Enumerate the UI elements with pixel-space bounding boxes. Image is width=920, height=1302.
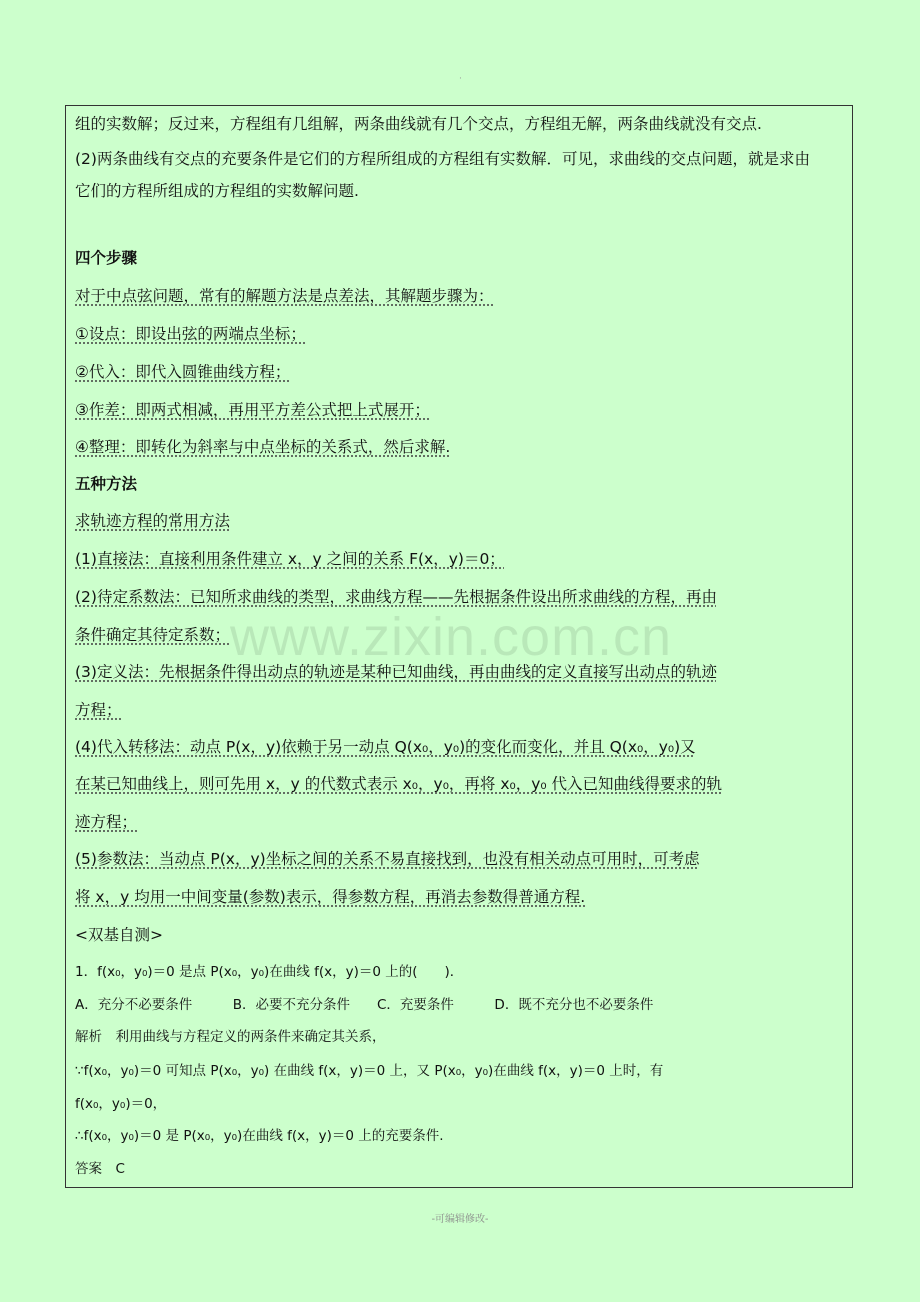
- method-line: (4)代入转移法：动点 P(x，y)依赖于另一动点 Q(x₀，y₀)的变化而变化，并且 Q(x₀，y₀)又: [75, 738, 696, 756]
- method-line: (1)直接法：直接利用条件建立 x，y 之间的关系 F(x，y)＝0；: [75, 550, 505, 568]
- answer-line: 答案 C: [75, 1161, 125, 1177]
- text-line: 它们的方程所组成的方程组的实数解问题.: [75, 182, 359, 200]
- method-line: (2)待定系数法：已知所求曲线的类型，求曲线方程——先根据条件设出所求曲线的方程，再由: [75, 588, 717, 606]
- method-line: 方程；: [75, 701, 122, 719]
- method-line: 条件确定其待定系数；: [75, 626, 231, 644]
- analysis-line: ∴f(x₀，y₀)＝0 是 P(x₀，y₀)在曲线 f(x，y)＝0 上的充要条件.: [75, 1128, 444, 1144]
- self-test-heading: <双基自测>: [75, 926, 163, 944]
- watermark: www.zixin.com.cn: [230, 607, 673, 667]
- footer-note: -可编辑修改-: [431, 1214, 489, 1225]
- text-line: 对于中点弦问题，常有的解题方法是点差法，其解题步骤为：: [75, 287, 494, 305]
- method-line: 迹方程；: [75, 813, 138, 831]
- subheading: 求轨迹方程的常用方法: [75, 512, 231, 530]
- section-heading-five-methods: 五种方法: [75, 475, 138, 493]
- section-heading-four-steps: 四个步骤: [75, 249, 138, 267]
- top-mark: ·: [459, 74, 462, 84]
- text-line: 组的实数解；反过来，方程组有几组解，两条曲线就有几个交点，方程组无解，两条曲线就没有交点.: [75, 115, 762, 133]
- step-line: ④整理：即转化为斜率与中点坐标的关系式，然后求解.: [75, 438, 451, 456]
- analysis-line: ∵f(x₀，y₀)＝0 可知点 P(x₀，y₀) 在曲线 f(x，y)＝0 上，又 P(x₀，y₀)在曲线 f(x，y)＝0 上时，有: [75, 1063, 664, 1079]
- step-line: ①设点：即设出弦的两端点坐标；: [75, 325, 306, 343]
- method-line: 将 x，y 均用一中间变量(参数)表示，得参数方程，再消去参数得普通方程.: [75, 888, 586, 906]
- method-line: (3)定义法：先根据条件得出动点的轨迹是某种已知曲线，再由曲线的定义直接写出动点的轨迹: [75, 663, 717, 681]
- method-line: 在某已知曲线上，则可先用 x，y 的代数式表示 x₀，y₀，再将 x₀，y₀ 代入已知曲线得要求的轨: [75, 775, 723, 793]
- analysis-line: 解析 利用曲线与方程定义的两条件来确定其关系，: [75, 1029, 386, 1045]
- method-line: (5)参数法：当动点 P(x，y)坐标之间的关系不易直接找到，也没有相关动点可用时，可考虑: [75, 850, 700, 868]
- text-line: (2)两条曲线有交点的充要条件是它们的方程所组成的方程组有实数解．可见，求曲线的交点问题，就是求由: [75, 150, 810, 168]
- step-line: ③作差：即两式相减，再用平方差公式把上式展开；: [75, 401, 430, 419]
- question-line: 1．f(x₀，y₀)＝0 是点 P(x₀，y₀)在曲线 f(x，y)＝0 上的( )．: [75, 964, 464, 980]
- analysis-line: f(x₀，y₀)＝0，: [75, 1096, 167, 1112]
- step-line: ②代入：即代入圆锥曲线方程；: [75, 363, 291, 381]
- answer-options: A．充分不必要条件 B．必要不充分条件 C．充要条件 D．既不充分也不必要条件: [75, 997, 654, 1013]
